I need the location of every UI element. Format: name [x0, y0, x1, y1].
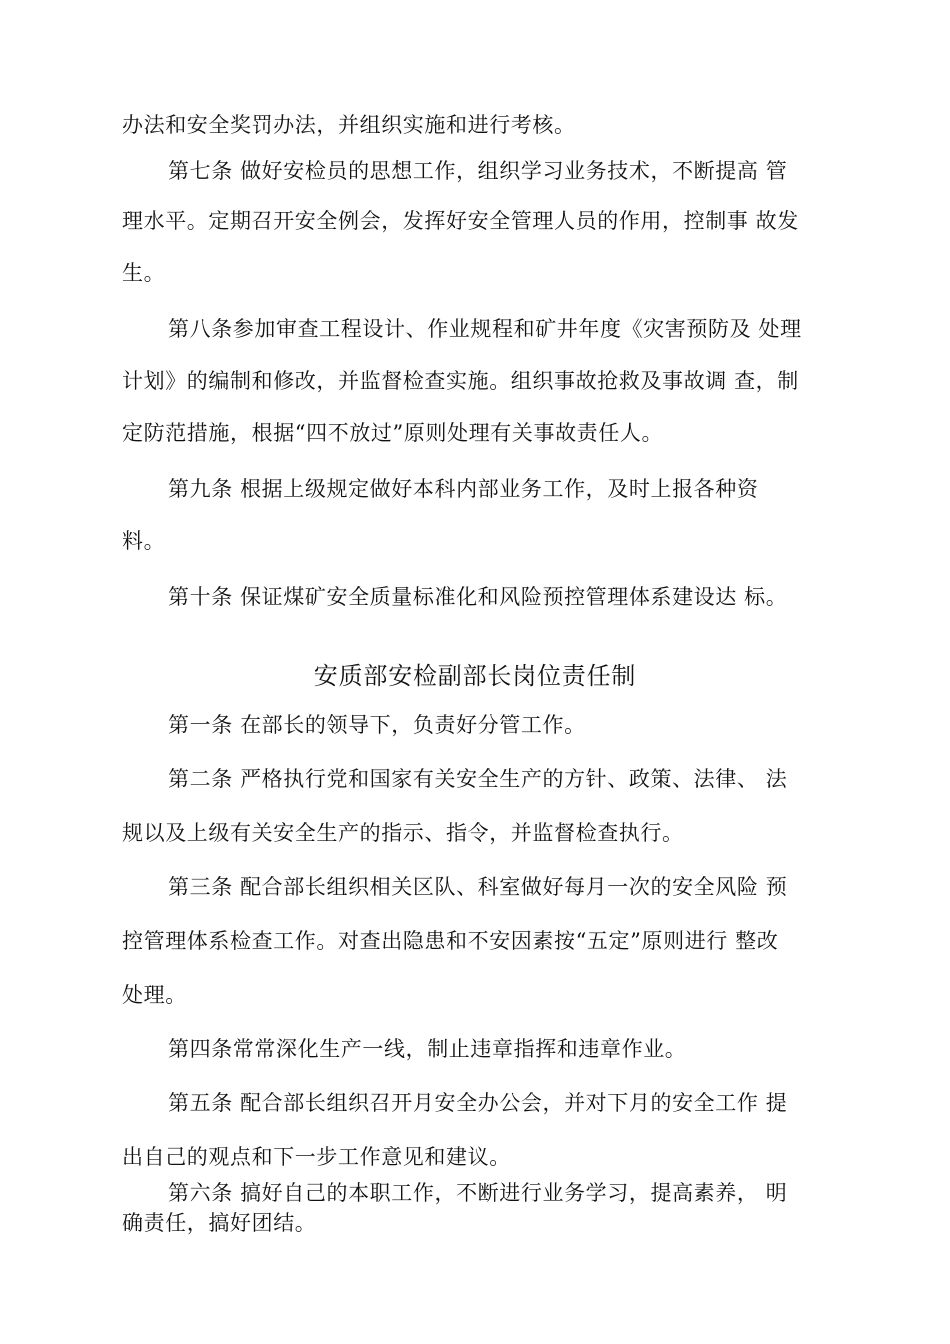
text-line: 第五条 配合部长组织召开月安全办公会，并对下月的安全工作 提	[168, 1091, 788, 1115]
text-line: 第三条 配合部长组织相关区队、科室做好每月一次的安全风险 预	[168, 875, 788, 899]
text-line: 处理。	[122, 983, 187, 1007]
text-line: 生。	[122, 261, 166, 285]
text-line: 定防范措施，根据“四不放过”原则处理有关事故责任人。	[122, 421, 664, 445]
text-line: 规以及上级有关安全生产的指示、指令，并监督检查执行。	[122, 821, 684, 845]
text-line: 第四条常常深化生产一线，制止违章指挥和违章作业。	[168, 1037, 687, 1061]
text-line: 计划》的编制和修改，并监督检查实施。组织事故抢救及事故调 查，制	[122, 369, 799, 393]
text-line: 办法和安全奖罚办法，并组织实施和进行考核。	[122, 113, 576, 137]
text-line: 第七条 做好安检员的思想工作，组织学习业务技术，不断提高 管	[168, 159, 788, 183]
text-line: 确责任，搞好团结。	[122, 1211, 317, 1235]
text-line: 理水平。定期召开安全例会，发挥好安全管理人员的作用，控制事 故发	[122, 209, 799, 233]
text-line: 出自己的观点和下一步工作意见和建议。	[122, 1145, 511, 1169]
text-line: 第二条 严格执行党和国家有关安全生产的方针、政策、法律、 法	[168, 767, 788, 791]
text-line: 第一条 在部长的领导下，负责好分管工作。	[168, 713, 586, 737]
text-line: 第八条参加审查工程设计、作业规程和矿井年度《灾害预防及 处理	[168, 317, 802, 341]
section-heading: 安质部安检副部长岗位责任制	[313, 662, 637, 690]
text-line: 第六条 搞好自己的本职工作，不断进行业务学习，提高素养， 明	[168, 1181, 788, 1205]
text-line: 控管理体系检查工作。对查出隐患和不安因素按“五定”原则进行 整改	[122, 929, 779, 953]
text-line: 料。	[122, 529, 166, 553]
text-line: 第十条 保证煤矿安全质量标准化和风险预控管理体系建设达 标。	[168, 585, 788, 609]
text-line: 第九条 根据上级规定做好本科内部业务工作，及时上报各种资	[168, 477, 759, 501]
